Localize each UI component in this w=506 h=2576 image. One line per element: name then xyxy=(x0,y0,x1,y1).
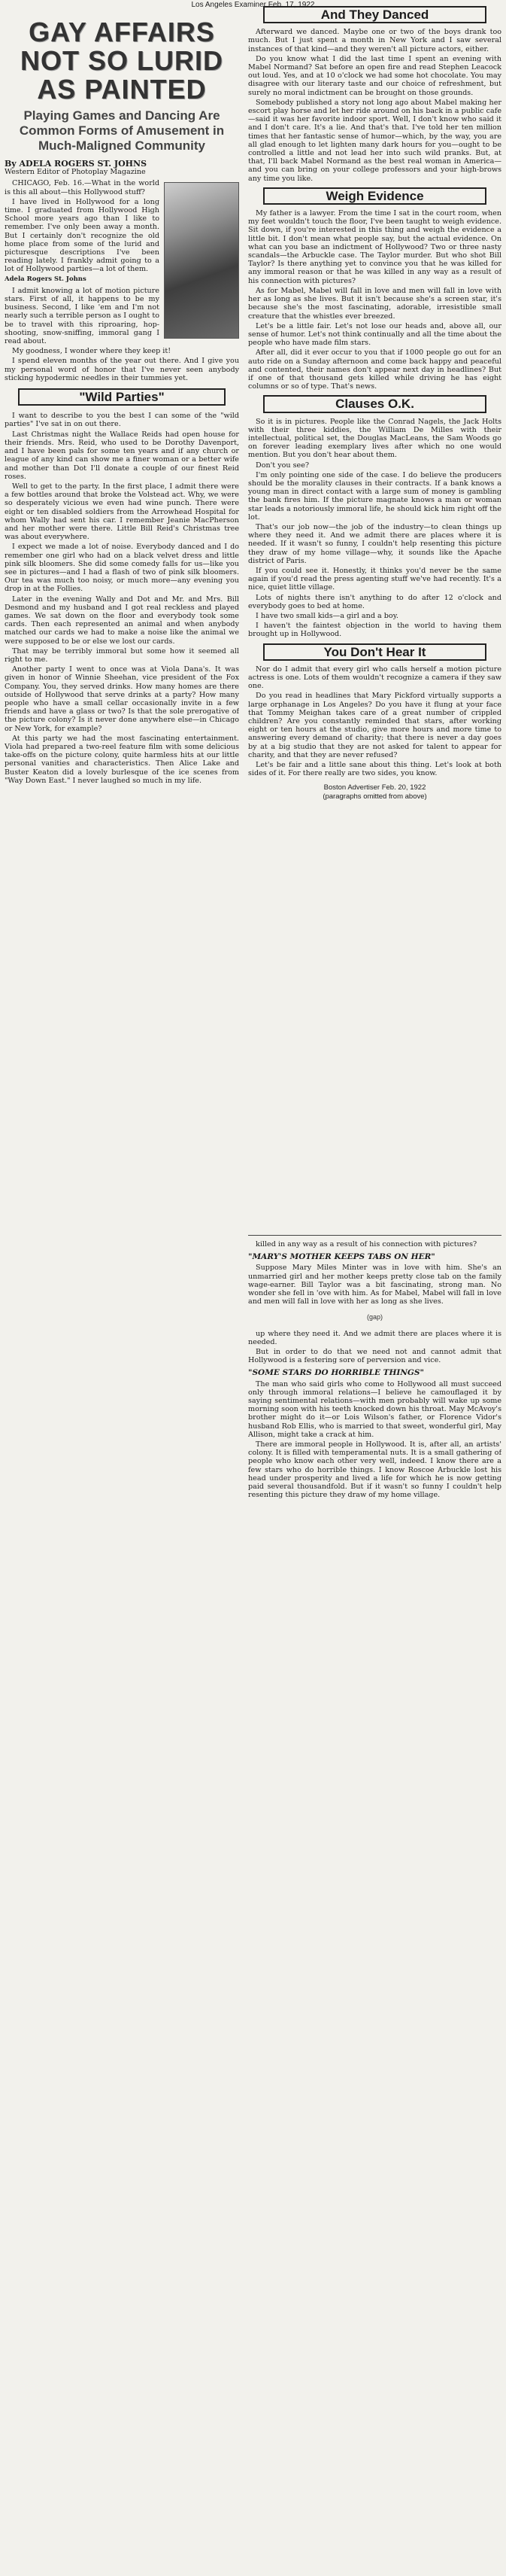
paragraph: I have lived in Hollywood for a long time. I graduated from Hollywood High School more years ago than I like to remember. I've only been away a month. But I certainly don't recognize the old home place from some of the lurid and picturesque descriptions I've been reading lately. I frankly admit going to a lot of Hollywood parties—a lot of them. xyxy=(5,197,159,274)
paragraph: Later in the evening Wally and Dot and Mr. and Mrs. Bill Desmond and my husband and I got real reckless and played games. We sat down on the floor and everybody took some cards. Then each represented an animal and when anybody matched our cards we had to make a noise like the animal we were supposed to be or else we lost our cards. xyxy=(5,595,239,646)
paragraph: If you could see it. Honestly, it thinks you'd never be the same again if you'd read the press agenting stuff we've had recently. It's a nice, quiet little village. xyxy=(248,566,501,592)
paragraph: Lots of nights there isn't anything to do after 12 o'clock and everybody goes to bed at home. xyxy=(248,593,501,610)
section-head-hear: You Don't Hear It xyxy=(263,643,486,661)
right-column xyxy=(248,2,501,1206)
section-head-wild-parties: "Wild Parties" xyxy=(18,388,226,406)
paragraph: Last Christmas night the Wallace Reids had open house for their friends. Mrs. Reid, who used to be Dorothy Davenport, and I have been pals for some ten years and if any church or league of any kind can show me a finer woman or a better wife and mother than Dot I'll donate a couple of our finest Reid roses. xyxy=(5,430,239,481)
paragraph: killed in any way as a result of his connection with pictures? xyxy=(256,1240,477,1248)
subhead-marys-mother: "MARY'S MOTHER KEEPS TABS ON HER" xyxy=(248,1252,435,1262)
paragraph: Suppose Mary Miles Minter was in love with him. She's an unmarried girl and her mother keeps pretty close tab on the family wage-earner. Bill Taylor was a bit fascinating, strong man. No wonder she fell in 'ove with him. As for Mabel, Mabel will fall in love and men will fall in love with her as long as she lives. xyxy=(248,1264,501,1306)
paragraph: At this party we had the most fascinating entertainment. Viola had prepared a two-reel feature film with some delicious take-offs on the picture colony, quite harmless hits at our little personal vanities and characteristics. Then Alice Lake and Buster Keaton did a lovely burlesque of the ice scenes from "Way Down East." I never laughed so much in my life. xyxy=(5,734,239,785)
paragraph: Don't you see? xyxy=(256,461,310,470)
photo-caption: Adela Rogers St. Johns xyxy=(5,275,86,283)
byline-affiliation: Western Editor of Photoplay Magazine xyxy=(5,168,146,177)
paragraph: There are immoral people in Hollywood. It is, after all, an artists' colony. It is filled with temperamental nuts. It is a small gathering of people who know each other very well, indeed. I know there are a few stars who do horrible things. I know Roscoe Arbuckle lost his head under prosperity and lived a life for which he is now getting paid several thousandfold. But if it wasn't so funny I couldn't help resenting this picture they draw of my home village. xyxy=(248,1440,501,1500)
paragraph: Do you read in headlines that Mary Pickford virtually supports a large orphanage in Los Angeles? Do you have it flung at your face that Tommy Meighan takes care of a great number of crippled children? Are you constantly reminded that stars, after working eight or ten hours at the studio, give more hours and more time to answering every demand of charity; that there is never a day goes by at a big studio that they are not asked for talent to appear for charity, and that they are never refused? xyxy=(248,692,501,759)
paragraph: My goodness, I wonder where they keep it! xyxy=(12,347,171,356)
paragraph: Afterward we danced. Maybe one or two of the boys drank too much. But I just spent a month in New York and I saw several instances of that kind—and they weren't all picture actors, either. xyxy=(248,28,501,53)
article-deck: Playing Games and Dancing Are Common Forms of Amusement in Much-Maligned Community xyxy=(19,108,225,153)
subhead-some-stars: "SOME STARS DO HORRIBLE THINGS" xyxy=(248,1368,424,1378)
paragraph: I haven't the faintest objection in the world to having them brought up in Hollywood. xyxy=(248,622,501,639)
paragraph: I admit knowing a lot of motion picture stars. First of all, it happens to be my business. Second, I like 'em and I'm not nearly such a terrible person as I ought to be to travel with this riproaring, hop-shooting, snow-sniffing, immoral gang I read about. xyxy=(5,286,159,346)
masthead: Los Angeles Examiner Feb. 17, 1922 xyxy=(191,1,315,9)
paragraph: Somebody published a story not long ago about Mabel making her escort play horse and let her ride around on his back in a public cafe—said it was her favorite indoor sport. Well, I don't know who said it and I don't care. It's a lie. And that's that. I've told her ten million times that her fantastic sense of humor—which, by the way, you are all glad enough to let lighten many dark hours for you—ought to be controlled a little and not lead her into such wild pranks. But, at that, I'll back Mabel Normand as the best real woman in America—and you can bring on your college professors and your high-brows any time you like. xyxy=(248,98,501,183)
paragraph: Let's be fair and a little sane about this thing. Let's look at both sides of it. For there really are two sides, you know. xyxy=(248,761,501,778)
paragraph: I spend eleven months of the year out there. And I give you my personal word of honor that I've never seen anybody sticking hypodermic needles in their tummies yet. xyxy=(5,357,239,382)
section-head-clauses: Clauses O.K. xyxy=(263,395,486,412)
paragraph: So it is in pictures. People like the Conrad Nagels, the Jack Holts with their three kiddies, the William De Milles with their intellectual, political set, the Douglas MacLeans, the Sam Woods go on forever leading exemplary lives after which no one would mention. But you don't hear about them. xyxy=(248,417,501,460)
byline: By ADELA ROGERS ST. JOHNS xyxy=(5,159,147,169)
divider xyxy=(248,1235,501,1236)
paragraph: Let's be a little fair. Let's not lose our heads and, above all, our sense of humor. Let's not think continually and all the time about the people who have made film stars. xyxy=(248,321,501,348)
paragraph: I have two small kids—a girl and a boy. xyxy=(256,612,398,620)
paragraph: I want to describe to you the best I can some of the "wild parties" I've sat in on out there. xyxy=(5,412,239,429)
paragraph: I'm only pointing one side of the case. I do believe the producers should be the morality clauses in their contracts. If a bank knows a young man in direct contact with a large sum of money is gambling the bank fires him. If the picture magnate knows a man or woman star leads a notoriously immoral life, he should kick him right off the lot. xyxy=(248,470,501,522)
gap-marker: (gap) xyxy=(366,1313,383,1321)
paragraph: That may be terribly immoral but some how it seemed all right to me. xyxy=(5,646,239,664)
paragraph: Nor do I admit that every girl who calls herself a motion picture actress is one. Lots of them wouldn't recognize a camera if they saw one. xyxy=(248,665,501,691)
intro-paragraph: CHICAGO, Feb. 16.—What in the world is this all about—this Hollywood stuff? xyxy=(5,179,159,196)
intro-block xyxy=(5,179,239,273)
section-head-danced: And They Danced xyxy=(263,6,486,23)
source-credit: Boston Advertiser Feb. 20, 1922 (paragraphs omitted from above) xyxy=(323,783,427,801)
paragraph: After all, did it ever occur to you that if 1000 people go out for an auto ride on a Sunday afternoon and come back happy and peaceful and contented, their names don't appear next day in headlines? But if one of that thousand gets killed while driving he has eight columns or so of type. That's news. xyxy=(248,348,501,391)
paragraph: up where they need it. And we admit there are places where it is needed. xyxy=(248,1329,501,1346)
paragraph: But in order to do that we need not and cannot admit that Hollywood is a festering sore of perversion and vice. xyxy=(248,1348,501,1365)
paragraph: That's our job now—the job of the industry—to clean things up where they need it. And we admit there are places where it is needed. If it wasn't so funny, I couldn't help resenting this picture they draw of my home village—why, it sounds like the Apache district of Paris. xyxy=(248,522,501,565)
boston-advertiser-excerpt xyxy=(248,1230,501,2570)
paragraph: Another party I went to once was at Viola Dana's. It was given in honor of Winnie Sheehan, vice president of the Fox Company. You, they served drinks. How many homes are there outside of Hollywood that serve drinks at a party? How many people who have a small cellar occasionally invite in a few friends and have a glass or two? Is that the sole prerogative of the picture colony? Is it never done anywhere else—in Chicago or New York, for example? xyxy=(5,665,239,733)
paragraph: My father is a lawyer. From the time I sat in the court room, when my feet wouldn't touch the floor, I've been taught to weigh evidence. Sit down, if you're interested in this thing and weigh the evidence a little bit. I don't mean what people say, but the actual evidence. On what can you base an indictment of Hollywood? Two or three nasty scandals—the Arbuckle case. The Taylor murder. But who shot Bill Taylor? Is there anything yet to convince you that he was killed for any immoral reason or that he was killed in any way as a result of his connection with pictures? xyxy=(248,209,501,285)
paragraph: The man who said girls who come to Hollywood all must succeed only through immoral relations—I believe he camouflaged it by saying sentimental relations—with men probably will wake up some morning soon with his teeth knocked down his throat. May McAvoy's brother might do it—or Lois Wilson's father, or Florence Vidor's husband Rob Ellis, who is married to that sweet, wonderful girl, May Allison, might take a crack at him. xyxy=(248,1379,501,1439)
left-column xyxy=(5,12,239,1421)
author-photo xyxy=(164,182,239,339)
paragraph: As for Mabel, Mabel will fall in love and men will fall in love with her as long as she lives. But it isn't because she's a screen star, it's because she's the most fascinating, adorable, irresistible small creature that the whistles ever breezed. xyxy=(248,286,501,321)
article-headline: GAY AFFAIRS NOT SO LURID AS PAINTED xyxy=(20,17,223,105)
paragraph: Well to get to the party. In the first place, I admit there were a few bottles around that broke the Volstead act. Why, we were so desperately vicious we even had wine punch. There were eight or ten disabled soldiers from the Arrowhead Hospital for whom Wally had sent his car. I remember Jeanie MacPherson and her mother were there. Little Bill Reid's Christmas tree was about everywhere. xyxy=(5,482,239,542)
paragraph: Do you know what I did the last time I spent an evening with Mabel Normand? Sat before an open fire and read Stephen Leacock out loud. Yes, and at 10 o'clock we had some hot chocolate. You may disagree with our literary taste and our choice of refreshment, but surely no moral indictment can be brought on those grounds. xyxy=(248,54,501,97)
paragraph: I expect we made a lot of noise. Everybody danced and I do remember one girl who had on a black velvet dress and little pink silk bloomers. She did some comedy falls for us—like you see in pictures—and I had a flash of two of pink silk bloomers. Our tea was much too noisy, or much more—any evening you drop in at the Follies. xyxy=(5,543,239,594)
section-head-evidence: Weigh Evidence xyxy=(263,187,486,205)
